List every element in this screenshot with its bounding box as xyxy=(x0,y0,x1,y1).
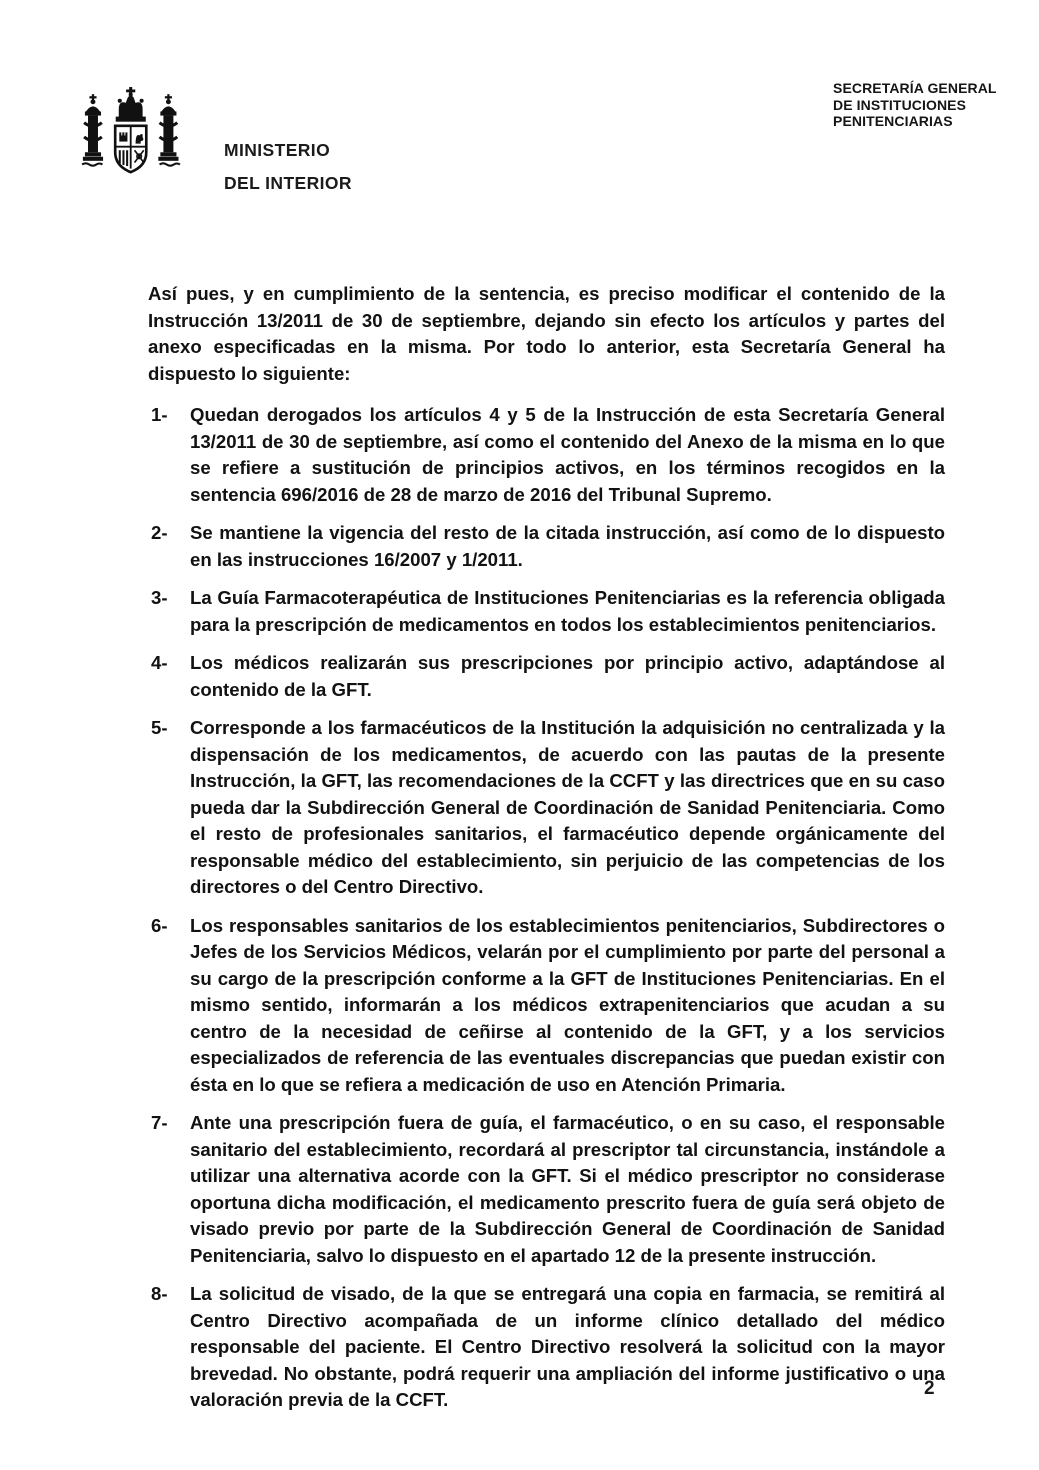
numbered-list xyxy=(148,402,945,1414)
list-item-text: Quedan derogados los artículos 4 y 5 de la Instrucción de esta Secretaría General 13/2011 de 30 de septiembre, así como el contenido del Anexo de la misma en lo que se refiere a sustitución de principios activos, en los términos recogidos en la sentencia 696/2016 de 28 de marzo de 2016 del Tribunal Supremo. xyxy=(190,404,945,505)
page-number: 2 xyxy=(924,1378,935,1399)
organization-title xyxy=(833,80,997,130)
list-item-text: Ante una prescripción fuera de guía, el farmacéutico, o en su caso, el responsable sanitario del establecimiento, recordará al prescriptor tal circunstancia, instándole a utilizar una alternativa acorde con la GFT. Si el médico prescriptor no considerase oportuna dicha modificación, el medicamento prescrito fuera de guía será objeto de visado previo por parte de la Subdirección General de Coordinación de Sanidad Penitenciaria, salvo lo dispuesto en el apartado 12 de la presente instrucción. xyxy=(190,1112,945,1266)
ministry-title xyxy=(224,134,352,200)
list-item xyxy=(148,402,945,508)
document-body xyxy=(148,281,945,1414)
list-item-number: 3- xyxy=(151,587,168,608)
organization-line3: PENITENCIARIAS xyxy=(833,113,953,129)
organization-line2: DE INSTITUCIONES xyxy=(833,96,967,113)
list-item-text: Corresponde a los farmacéuticos de la Institución la adquisición no centralizada y la dispensación de los medicamentos, de acuerdo con las pautas de la presente Instrucción, la GFT, las recomendaciones de la CCFT y las directrices que en su caso pueda dar la Subdirección General de Coordinación de Sanidad Penitenciaria. Como el resto de profesionales sanitarios, el farmacéutico depende orgánicamente del responsable médico del establecimiento, sin perjuicio de las competencias de los directores o del Centro Directivo. xyxy=(190,717,945,897)
list-item xyxy=(148,650,945,703)
intro-paragraph: Así pues, y en cumplimiento de la sentencia, es preciso modificar el contenido de la Instrucción 13/2011 de 30 de septiembre, dejando sin efecto los artículos y partes del anexo especificadas en la misma. Por todo lo anterior, esta Secretaría General ha dispuesto lo siguiente: xyxy=(148,283,945,384)
list-item-number: 8- xyxy=(151,1283,168,1304)
list-item-text: Los médicos realizarán sus prescripciones por principio activo, adaptándose al contenido de la GFT. xyxy=(190,652,945,700)
list-item xyxy=(148,520,945,573)
list-item xyxy=(148,715,945,901)
list-item xyxy=(148,585,945,638)
list-item-number: 1- xyxy=(151,404,168,425)
organization-line1: SECRETARÍA GENERAL xyxy=(833,80,997,96)
ministry-title-line2: DEL INTERIOR xyxy=(224,173,352,193)
list-item xyxy=(148,913,945,1099)
list-item-number: 7- xyxy=(151,1112,168,1133)
list-item-text: Se mantiene la vigencia del resto de la citada instrucción, así como de lo dispuesto en las instrucciones 16/2007 y 1/2011. xyxy=(190,522,945,570)
list-item-number: 4- xyxy=(151,652,168,673)
list-item-text: La Guía Farmacoterapéutica de Instituciones Penitenciarias es la referencia obligada para la prescripción de medicamentos en todos los establecimientos penitenciarios. xyxy=(190,587,945,635)
list-item-number: 2- xyxy=(151,522,168,543)
list-item-text: Los responsables sanitarios de los establecimientos penitenciarios, Subdirectores o Jefes de los Servicios Médicos, velarán por el cumplimiento por parte del personal a su cargo de la prescripción conforme a la GFT de Instituciones Penitenciarias. En el mismo sentido, informarán a los médicos extrapenitenciarios que acudan a su centro de la necesidad de ceñirse al contenido de la GFT, y a los servicios especializados de referencia de las eventuales discrepancias que puedan existir con ésta en lo que se refiera a medicación de uso en Atención Primaria. xyxy=(190,914,945,1095)
list-item-text: La solicitud de visado, de la que se entregará una copia en farmacia, se remitirá al Centro Directivo acompañada de un informe clínico detallado del médico responsable del paciente. El Centro Directivo resolverá la solicitud con la mayor brevedad. No obstante, podrá requerir una ampliación del informe justificativo o una valoración previa de la CCFT. xyxy=(190,1283,945,1410)
ministry-title-line1: MINISTERIO xyxy=(224,140,331,160)
list-item xyxy=(148,1110,945,1269)
list-item xyxy=(148,1281,945,1414)
spain-coat-of-arms-icon xyxy=(78,86,184,190)
list-item-number: 6- xyxy=(151,914,168,936)
list-item-number: 5- xyxy=(151,717,168,738)
